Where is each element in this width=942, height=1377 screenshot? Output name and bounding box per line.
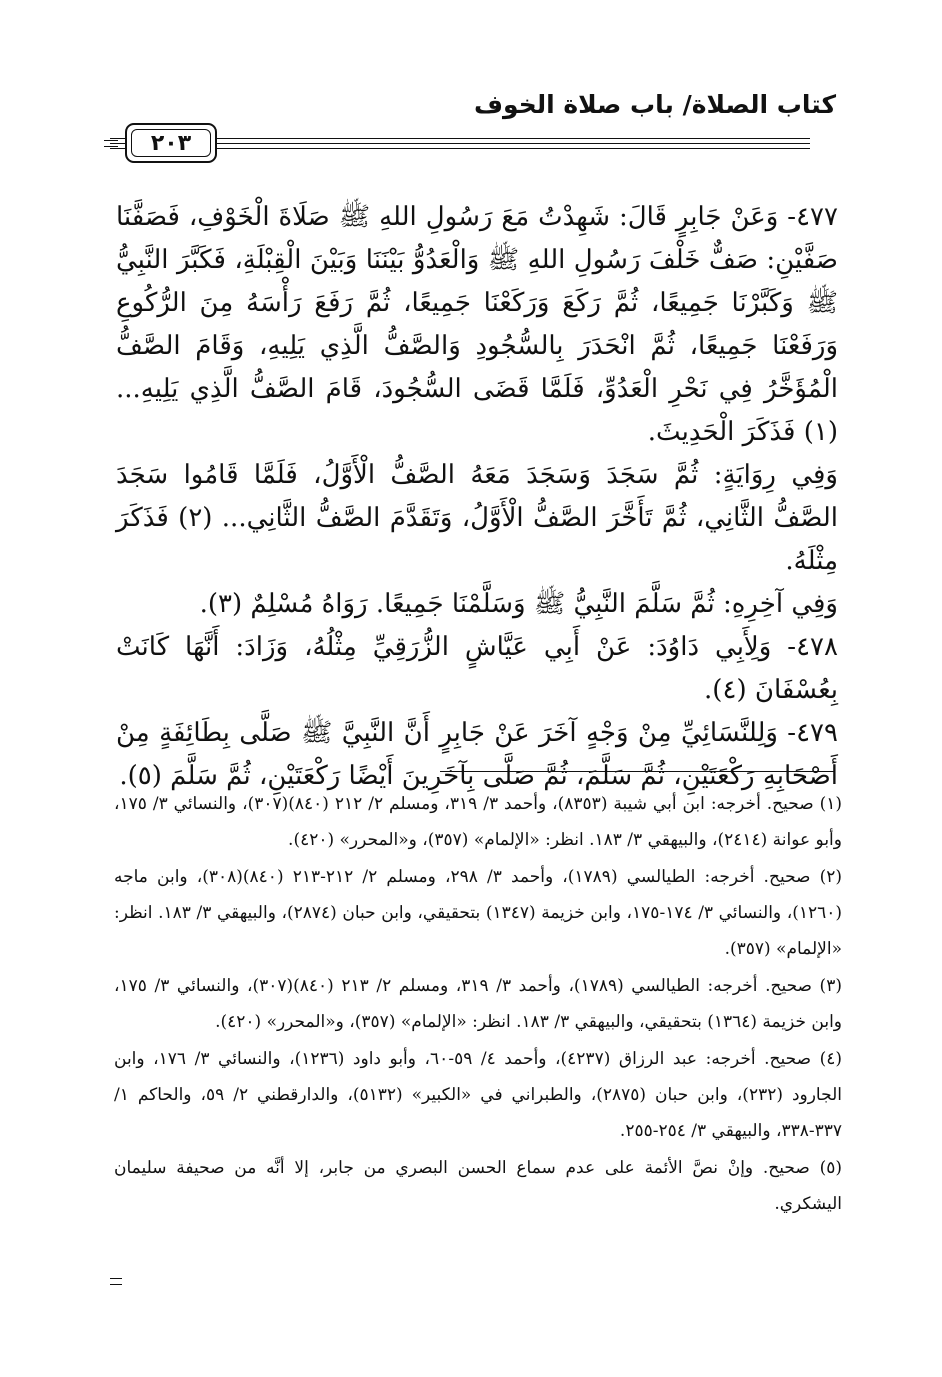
hadith-paragraph: ٤٧٧- وَعَنْ جَابِرٍ قَالَ: شَهِدْتُ مَعَ رَسُولِ اللهِ ﷺ صَلَاةَ الْخَوْفِ، فَصَفَّنَا صَفَّيْنِ: صَفٌّ خَلْفَ رَسُولِ اللهِ ﷺ وَالْعَدُوُّ بَيْنَنَا وَبَيْنَ الْقِبْلَةِ، فَكَبَّرَ النَّبِيُّ ﷺ وَكَبَّرْنَا جَمِيعًا، ثُمَّ رَكَعَ وَرَكَعْنَا جَمِيعًا، ثُمَّ رَفَعَ رَأْسَهُ مِنَ الرُّكُوعِ وَرَفَعْنَا جَمِيعًا، ثُمَّ انْحَدَرَ بِالسُّجُودِ وَالصَّفُّ الَّذِي يَلِيهِ، وَقَامَ الصَّفُّ الْمُؤَخَّرُ فِي نَحْرِ الْعَدُوِّ، فَلَمَّا قَضَى السُّجُودَ، قَامَ الصَّفُّ الَّذِي يَلِيهِ... (١) فَذَكَرَ الْحَدِيثَ. xyxy=(116,202,838,447)
page-number-frame xyxy=(125,123,217,163)
page-end-mark xyxy=(110,1278,122,1286)
footnote: (١) صحيح. أخرجه: ابن أبي شيبة (٨٣٥٣)، وأحمد ٣/ ٣١٩، ومسلم ٢/ ٢١٢ (٨٤٠)(٣٠٧)، والنسائي ٣/ ١٧٥، وأبو عوانة (٢٤١٤)، والبيهقي ٣/ ١٨٣. انظر: «الإلمام» (٣٥٧)، و«المحرر» (٤٢٠). xyxy=(114,794,842,850)
footnote: (٣) صحيح. أخرجه: الطيالسي (١٧٨٩)، وأحمد ٣/ ٣١٩، ومسلم ٢/ ٢١٣ (٨٤٠)(٣٠٧)، والنسائي ٣/ ١٧٥، وابن خزيمة (١٣٦٤) بتحقيقي، والبيهقي ٣/ ١٨٣. انظر: «الإلمام» (٣٥٧)، و«المحرر» (٤٢٠). xyxy=(114,976,842,1032)
hadith-text xyxy=(116,196,838,798)
footnotes xyxy=(114,786,842,1223)
hadith-paragraph: وَفِي رِوَايَةٍ: ثُمَّ سَجَدَ وَسَجَدَ مَعَهُ الصَّفُّ الْأَوَّلُ، فَلَمَّا قَامُوا سَجَدَ الصَّفُّ الثَّانِي، ثُمَّ تَأَخَّرَ الصَّفُّ الْأَوَّلُ، وَتَقَدَّمَ الصَّفُّ الثَّانِي... (٢) فَذَكَرَ مِثْلَهُ. xyxy=(116,460,838,576)
page-number: ٢٠٣ xyxy=(150,130,192,156)
footnote: (٤) صحيح. أخرجه: عبد الرزاق (٤٢٣٧)، وأحمد ٤/ ٥٩-٦٠، وأبو داود (١٢٣٦)، والنسائي ٣/ ١٧٦، وابن الجارود (٢٣٢)، وابن حبان (٢٨٧٥)، والطبراني في «الكبير» (٥١٣٢)، والدارقطني ٢/ ٥٩، والحاكم ١/ ٣٣٧-٣٣٨، والبيهقي ٣/ ٢٥٤-٢٥٥. xyxy=(114,1049,842,1141)
hadith-paragraph: ٤٧٨- وَلِأَبِي دَاوُدَ: عَنْ أَبِي عَيَّاشٍ الزُّرَقِيِّ مِثْلُهُ، وَزَادَ: أَنَّهَا كَانَتْ بِعُسْفَانَ (٤). xyxy=(116,632,838,705)
running-title: كتاب الصلاة/ باب صلاة الخوف xyxy=(473,90,836,119)
footnote: (٢) صحيح. أخرجه: الطيالسي (١٧٨٩)، وأحمد ٣/ ٢٩٨، ومسلم ٢/ ٢١٢-٢١٣ (٨٤٠)(٣٠٨)، وابن ماجه (١٢٦٠)، والنسائي ٣/ ١٧٤-١٧٥، وابن خزيمة (١٣٤٧) بتحقيقي، وابن حبان (٢٨٧٤)، والبيهقي ٣/ ١٨٣. انظر: «الإلمام» (٣٥٧). xyxy=(114,867,843,959)
footnote-separator xyxy=(440,771,834,772)
hadith-paragraph: ٤٧٩- وَلِلنَّسَائِيِّ مِنْ وَجْهٍ آخَرَ عَنْ جَابِرٍ أَنَّ النَّبِيَّ ﷺ صَلَّى بِطَائِفَةٍ مِنْ أَصْحَابِهِ رَكْعَتَيْنِ، ثُمَّ سَلَّمَ، ثُمَّ صَلَّى بِآخَرِينَ أَيْضًا رَكْعَتَيْنِ، ثُمَّ سَلَّمَ (٥). xyxy=(116,718,838,791)
hadith-paragraph: وَفِي آخِرِهِ: ثُمَّ سَلَّمَ النَّبِيُّ ﷺ وَسَلَّمْنَا جَمِيعًا. رَوَاهُ مُسْلِمٌ (٣). xyxy=(199,589,838,619)
footnote: (٥) صحيح. وإنْ نصَّ الأئمة على عدم سماع الحسن البصري من جابر، إلا أنَّه من صحيفة سليمان اليشكري. xyxy=(114,1158,842,1214)
